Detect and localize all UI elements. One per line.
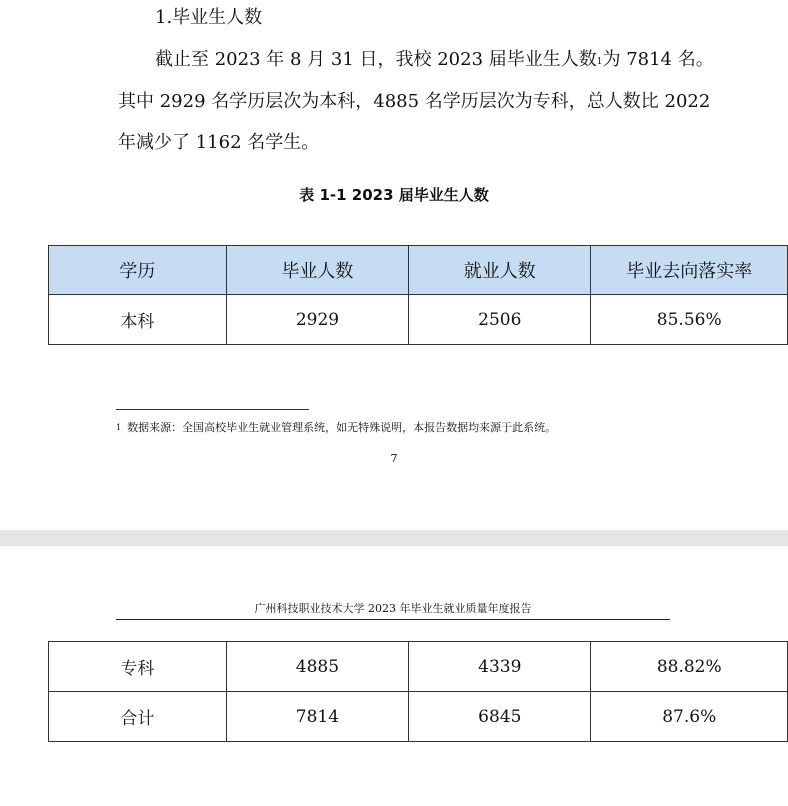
page-8: [0, 546, 788, 806]
table-cell: 88.82%: [591, 642, 788, 692]
table-cell: 85.56%: [591, 295, 788, 345]
page-number: 7: [390, 452, 398, 465]
header-cell-graduates: 毕业人数: [226, 246, 408, 295]
header-rule: [116, 619, 670, 620]
table-row: [49, 642, 788, 692]
header-cell-education: 学历: [49, 246, 227, 295]
footnote: [116, 420, 556, 436]
footnote-separator: [116, 409, 309, 410]
table-row: [49, 692, 788, 742]
table-cell: 4339: [409, 642, 591, 692]
footnote-reference[interactable]: 1: [596, 57, 603, 67]
graduates-table: [48, 245, 788, 345]
table-cell: 4885: [226, 642, 408, 692]
footnote-text: 数据来源：全国高校毕业生就业管理系统，如无特殊说明，本报告数据均来源于此系统。: [127, 421, 557, 434]
table-caption: 表 1-1 2023 届毕业生人数: [299, 186, 489, 204]
table-cell: 6845: [409, 692, 591, 742]
paragraph-line-3: 年减少了 1162 名学生。: [118, 132, 320, 153]
page-gap: [0, 530, 788, 546]
header-cell-rate: 毕业去向落实率: [591, 246, 788, 295]
table-cell: 87.6%: [591, 692, 788, 742]
paragraph-text: 截止至 2023 年 8 月 31 日，我校 2023 届毕业生人数: [155, 49, 597, 70]
footnote-mark: 1: [116, 423, 122, 432]
table-header-row: [49, 246, 788, 295]
graduates-table-continued: [48, 641, 788, 742]
table-cell: 7814: [226, 692, 408, 742]
paragraph-text: 为 7814 名。: [602, 49, 714, 70]
paragraph-line-2: 其中 2929 名学历层次为本科，4885 名学历层次为专科，总人数比 2022: [118, 91, 711, 112]
table-cell: 专科: [49, 642, 227, 692]
table-row: [49, 295, 788, 345]
header-cell-employed: 就业人数: [409, 246, 591, 295]
table-cell: 2506: [409, 295, 591, 345]
running-header: 广州科技职业技术大学 2023 年毕业生就业质量年度报告: [254, 602, 532, 615]
table-cell: 2929: [226, 295, 408, 345]
paragraph-line-1: [155, 47, 788, 73]
table-cell: 本科: [49, 295, 227, 345]
section-heading: 1.毕业生人数: [155, 7, 263, 28]
table-cell: 合计: [49, 692, 227, 742]
